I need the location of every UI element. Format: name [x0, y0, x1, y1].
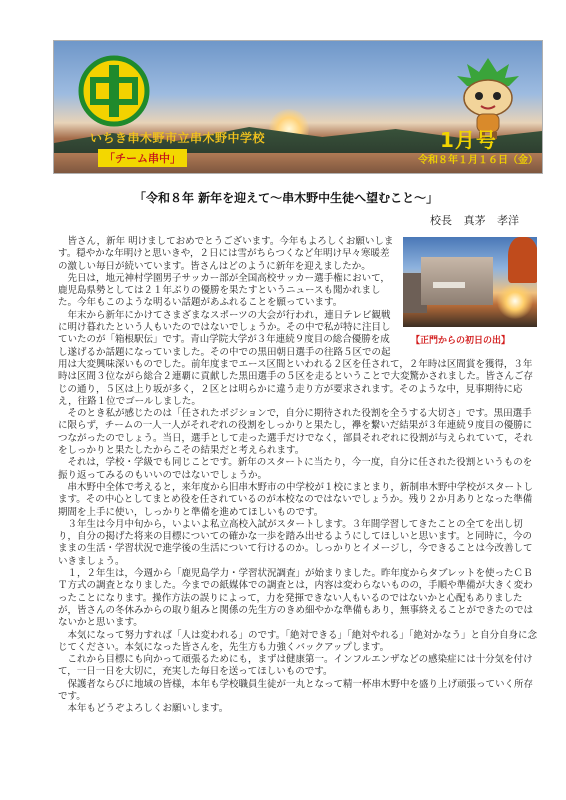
paragraph: 本年もどうぞよろしくお願いします。 [67, 703, 229, 715]
photo-wrap-spacer [396, 236, 538, 348]
paragraph: これから目標にも向かって頑張るためにも，まずは健康第一。インフルエンザなどの感染症には十分気を付けて，一日一日を大切に，充実した毎日を送ってほしいものです。 [58, 654, 533, 678]
paragraph: それは，学校・学級でも同じことです。新年のスタートに当たり，今一度，自分に任された役割というものを振り返ってみるのもいいのではないでしょうか。 [58, 457, 533, 481]
issue-month: 1月号 [440, 128, 497, 152]
paragraph: ３年生は今月中旬から，いよいよ私立高校入試がスタートします。３年間学習してきたことの全てを出し切り，自分の掲げた将来の目標についての確かな一歩を踏み出せるようにしてほしいと思います。と同時に，今のままの生活・学習状況で進学後の生活について行けるのか。しっかりとイメージし，今できることは今改善していきましょう。 [58, 518, 533, 567]
school-emblem-icon [78, 55, 150, 127]
article-body [58, 236, 538, 716]
paragraph: 串木野中全体で考えると，来年度から旧串木野市の中学校が１校にまとまり，新制串木野中学校がスタートします。その中心としてまとめ役を任されているのが本校なのではないでしょうか。残り２か月ありとなった準備期間を上手に使い，しっかりと準備を進めてほしいものです。 [58, 481, 534, 518]
paragraph: 先日は，地元神村学園男子サッカー部が全国高校サッカー選手権において，鹿児島県勢としては２１年ぶりの優勝を果たすというニュースも聞かれました。今年もこのような明るい話題があふれることを願っています。 [58, 272, 390, 309]
article-author: 校長 真茅 孝洋 [430, 214, 519, 227]
school-name: いちき串木野市立串木野中学校 [90, 131, 266, 145]
issue-date: 令和８年１月１６日（金） [418, 155, 538, 166]
paragraph: 年末から新年にかけてさまざまなスポーツの大会が行われ，連日テレビ観戦に明け暮れたという人もいたのではないでしょうか。その中で私が特に注目していたのが「箱根駅伝」です。青山学院大学が３年連続９度目の総合優勝を成し遂げるか話題になっていました。その中での黒田朝日選手の往路５区での起用は大変興味深いものでした。前年度までエース区間といわれる２区を任されて，２年時は区間賞を獲得，３年時は区間３位ながら総合２連覇に貢献した黒田選手の５区を走るということで大変驚かされました。皆さんご存じの通り，５区は上り坂が多く，２区とは明らかに違う走り方が要求されます。そのような中，見事期待に応え，往路１位でゴールしました。 [58, 309, 534, 407]
paragraph: 本気になって努力すれば「人は変われる」のです。「絶対できる」「絶対やれる」「絶対かなう」と自分自身に念じてください。本気になった皆さんを，先生方も力強くバックアップします。 [58, 629, 537, 653]
article-title: 「令和８年 新年を迎えて～串木野中生徒へ望むこと～」 [134, 191, 439, 205]
paragraph: １，２年生は，今週から「鹿児島学力・学習状況調査」が始まりました。昨年度からタブレットを使ったＣＢＴ方式の調査となりました。今までの紙媒体での調査とは，内容は変わらないものの，手順や準備が大きく変わったことになります。操作方法の誤りによって，力を発揮できない人もいるのではないかと心配もありましたが，皆さんの冬休みからの取り組みと関係の先生方のきめ細やかな準備もあり，無事終えることができたのではないかと思います。 [58, 568, 534, 629]
photo-caption: 【正門からの初日の出】 [411, 336, 511, 346]
paragraph: 保護者ならびに地域の皆様，本年も学校職員生徒が一丸となって精一杯串木野中を盛り上げ頑張っていく所存です。 [58, 678, 534, 702]
team-label: 「チーム串中」 [98, 149, 187, 167]
paragraph: そのとき私が感じたのは「任されたポジションで，自分に期待された役割を全うする大切さ」です。黒田選手に限らず，チームの一人一人がそれぞれの役割をしっかりと果たし，襷を繋いだ結果が３年連続９度目の優勝につながったのでしょう。当日，選手として走った選手だけでなく，部員それぞれに役割が与えられていて，それをしっかりと果たしたからこその結果だと考えられます。 [58, 408, 533, 457]
paragraph: 皆さん，新年 明けましておめでとうございます。今年もよろしくお願いします。穏やかな年明けと思いきや，２日には雪がちらつくなど年明け早々寒暖差の激しい毎日が続いています。皆さんはどのように新年を迎えましたか。 [58, 236, 394, 272]
